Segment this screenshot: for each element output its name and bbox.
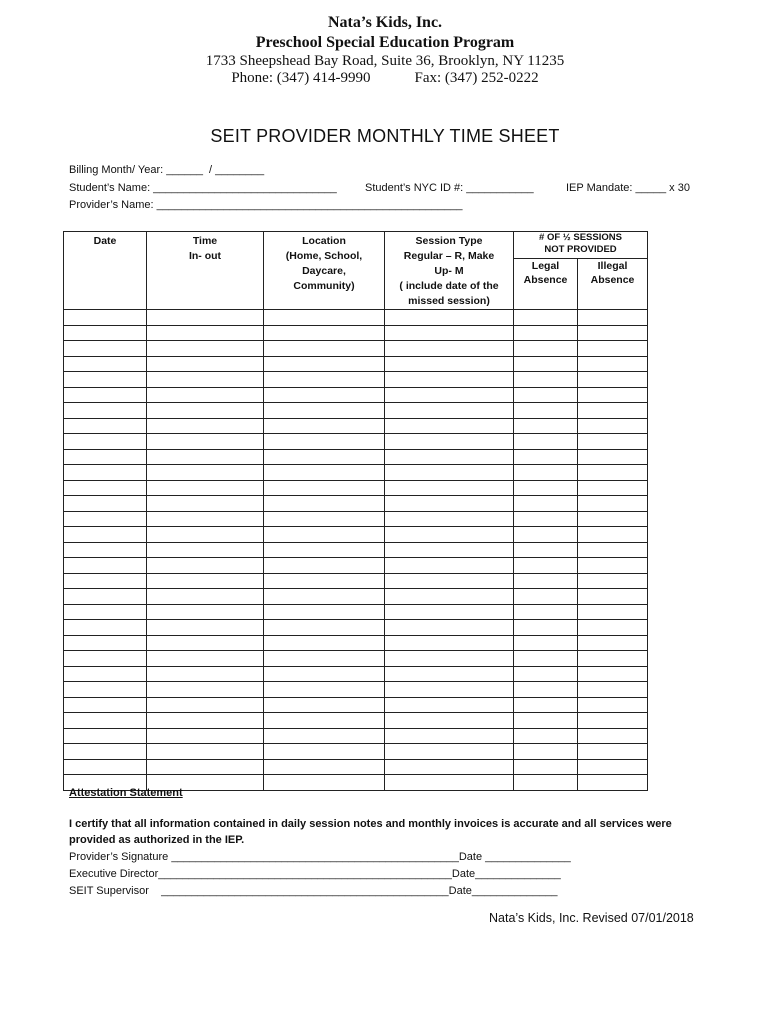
date-cell[interactable]: [64, 387, 147, 403]
illegal-absence-cell[interactable]: [578, 759, 648, 775]
date-cell[interactable]: [64, 418, 147, 434]
org-name: Nata’s Kids, Inc.: [327, 14, 443, 31]
time-cell[interactable]: [147, 604, 264, 620]
time-cell[interactable]: [147, 325, 264, 341]
date-cell[interactable]: [64, 651, 147, 667]
table-row: [64, 480, 648, 496]
table-row: [64, 620, 648, 636]
location-cell[interactable]: [264, 449, 385, 465]
illegal-absence-cell[interactable]: [578, 713, 648, 729]
table-row: [64, 728, 648, 744]
legal-absence-cell[interactable]: [514, 480, 578, 496]
illegal-absence-cell[interactable]: [578, 449, 648, 465]
time-cell[interactable]: [147, 356, 264, 372]
time-cell[interactable]: [147, 744, 264, 760]
time-cell[interactable]: [147, 310, 264, 326]
table-row: [64, 387, 648, 403]
time-cell[interactable]: [147, 558, 264, 574]
location-cell[interactable]: [264, 341, 385, 357]
time-cell[interactable]: [147, 620, 264, 636]
time-cell[interactable]: [147, 511, 264, 527]
legal-absence-cell[interactable]: [514, 713, 578, 729]
table-row: [64, 635, 648, 651]
location-cell[interactable]: [264, 434, 385, 450]
illegal-absence-cell[interactable]: [578, 341, 648, 357]
table-row: [64, 356, 648, 372]
date-cell[interactable]: [64, 341, 147, 357]
illegal-absence-cell[interactable]: [578, 620, 648, 636]
time-cell[interactable]: [147, 651, 264, 667]
location-cell[interactable]: [264, 682, 385, 698]
session-type-cell[interactable]: [385, 325, 514, 341]
illegal-absence-cell[interactable]: [578, 697, 648, 713]
legal-absence-cell[interactable]: [514, 542, 578, 558]
illegal-absence-cell[interactable]: [578, 434, 648, 450]
session-type-cell[interactable]: [385, 418, 514, 434]
session-type-cell[interactable]: [385, 356, 514, 372]
session-type-cell[interactable]: [385, 635, 514, 651]
location-cell[interactable]: [264, 372, 385, 388]
date-cell[interactable]: [64, 666, 147, 682]
session-type-cell[interactable]: [385, 527, 514, 543]
session-type-cell[interactable]: [385, 341, 514, 357]
time-cell[interactable]: [147, 496, 264, 512]
attestation-heading: Attestation Statement: [69, 787, 183, 799]
table-row: [64, 403, 648, 419]
illegal-absence-cell[interactable]: [578, 480, 648, 496]
location-cell[interactable]: [264, 480, 385, 496]
date-cell[interactable]: [64, 589, 147, 605]
location-cell[interactable]: [264, 511, 385, 527]
session-type-cell[interactable]: [385, 496, 514, 512]
session-type-cell[interactable]: [385, 573, 514, 589]
date-cell[interactable]: [64, 728, 147, 744]
date-cell[interactable]: [64, 356, 147, 372]
illegal-absence-cell[interactable]: [578, 635, 648, 651]
table-row: [64, 434, 648, 450]
phone-number: Phone: (347) 414-9990: [231, 70, 371, 86]
legal-absence-cell[interactable]: [514, 387, 578, 403]
illegal-absence-cell[interactable]: [578, 527, 648, 543]
time-sheet-rows: [64, 310, 648, 791]
location-cell[interactable]: [264, 759, 385, 775]
table-row: [64, 372, 648, 388]
session-type-cell[interactable]: [385, 310, 514, 326]
legal-absence-cell[interactable]: [514, 465, 578, 481]
legal-absence-cell[interactable]: [514, 511, 578, 527]
session-type-cell[interactable]: [385, 542, 514, 558]
session-type-cell[interactable]: [385, 697, 514, 713]
date-cell[interactable]: [64, 713, 147, 729]
date-cell[interactable]: [64, 465, 147, 481]
location-cell[interactable]: [264, 589, 385, 605]
legal-absence-cell[interactable]: [514, 356, 578, 372]
time-sheet-table: [63, 231, 648, 791]
date-cell[interactable]: [64, 480, 147, 496]
date-cell[interactable]: [64, 558, 147, 574]
billing-month-year-field[interactable]: Billing Month/ Year: ______ / ________: [69, 164, 265, 176]
legal-absence-cell[interactable]: [514, 620, 578, 636]
legal-absence-cell[interactable]: [514, 651, 578, 667]
legal-absence-cell[interactable]: [514, 449, 578, 465]
legal-absence-cell[interactable]: [514, 403, 578, 419]
date-cell[interactable]: [64, 434, 147, 450]
org-address: 1733 Sheepshead Bay Road, Suite 36, Brooklyn, NY 11235: [205, 53, 565, 69]
location-cell[interactable]: [264, 356, 385, 372]
location-cell[interactable]: [264, 713, 385, 729]
location-cell[interactable]: [264, 465, 385, 481]
illegal-absence-cell[interactable]: [578, 511, 648, 527]
location-cell[interactable]: [264, 620, 385, 636]
col-header-sessions-not-provided: # OF ½ SESSIONS NOT PROVIDED: [514, 232, 648, 259]
illegal-absence-cell[interactable]: [578, 666, 648, 682]
legal-absence-cell[interactable]: [514, 418, 578, 434]
date-cell[interactable]: [64, 310, 147, 326]
executive-director-line[interactable]: Executive Director________________________________________________Date______________: [69, 868, 561, 880]
table-row: [64, 325, 648, 341]
date-cell[interactable]: [64, 573, 147, 589]
session-type-cell[interactable]: [385, 387, 514, 403]
legal-absence-cell[interactable]: [514, 744, 578, 760]
date-cell[interactable]: [64, 744, 147, 760]
table-row: [64, 682, 648, 698]
legal-absence-cell[interactable]: [514, 527, 578, 543]
table-row: [64, 310, 648, 326]
program-name: Preschool Special Education Program: [255, 34, 515, 51]
date-cell[interactable]: [64, 325, 147, 341]
col-header-time: Time In- out: [147, 232, 264, 310]
contact-line: [0, 69, 770, 87]
provider-name-field[interactable]: Provider’s Name: __________________________________________________: [69, 199, 463, 211]
session-type-cell[interactable]: [385, 434, 514, 450]
illegal-absence-cell[interactable]: [578, 744, 648, 760]
date-cell[interactable]: [64, 635, 147, 651]
table-row: [64, 666, 648, 682]
time-cell[interactable]: [147, 418, 264, 434]
legal-absence-cell[interactable]: [514, 759, 578, 775]
location-cell[interactable]: [264, 387, 385, 403]
col-header-location: Location (Home, School, Daycare, Community): [264, 232, 385, 310]
illegal-absence-cell[interactable]: [578, 372, 648, 388]
date-cell[interactable]: [64, 527, 147, 543]
time-cell[interactable]: [147, 387, 264, 403]
table-row: [64, 465, 648, 481]
illegal-absence-cell[interactable]: [578, 558, 648, 574]
time-cell[interactable]: [147, 589, 264, 605]
revision-footer: Nata’s Kids, Inc. Revised 07/01/2018: [489, 911, 694, 925]
session-type-cell[interactable]: [385, 604, 514, 620]
attestation-statement: I certify that all information contained in daily session notes and monthly invoices is accurate and all services were provided as authorized in the IEP.: [69, 818, 672, 846]
location-cell[interactable]: [264, 651, 385, 667]
location-cell[interactable]: [264, 542, 385, 558]
location-cell[interactable]: [264, 775, 385, 791]
time-cell[interactable]: [147, 403, 264, 419]
session-type-cell[interactable]: [385, 651, 514, 667]
table-row: [64, 449, 648, 465]
illegal-absence-cell[interactable]: [578, 682, 648, 698]
illegal-absence-cell[interactable]: [578, 403, 648, 419]
session-type-cell[interactable]: [385, 713, 514, 729]
session-type-cell[interactable]: [385, 744, 514, 760]
table-row: [64, 573, 648, 589]
table-row: [64, 511, 648, 527]
date-cell[interactable]: [64, 496, 147, 512]
time-cell[interactable]: [147, 728, 264, 744]
location-cell[interactable]: [264, 325, 385, 341]
time-cell[interactable]: [147, 713, 264, 729]
time-cell[interactable]: [147, 759, 264, 775]
session-type-cell[interactable]: [385, 403, 514, 419]
location-cell[interactable]: [264, 666, 385, 682]
date-cell[interactable]: [64, 620, 147, 636]
date-cell[interactable]: [64, 511, 147, 527]
table-row: [64, 527, 648, 543]
date-cell[interactable]: [64, 403, 147, 419]
table-row: [64, 589, 648, 605]
session-type-cell[interactable]: [385, 728, 514, 744]
time-cell[interactable]: [147, 449, 264, 465]
time-cell[interactable]: [147, 341, 264, 357]
session-type-cell[interactable]: [385, 759, 514, 775]
location-cell[interactable]: [264, 527, 385, 543]
legal-absence-cell[interactable]: [514, 697, 578, 713]
location-cell[interactable]: [264, 744, 385, 760]
time-cell[interactable]: [147, 527, 264, 543]
table-row: [64, 542, 648, 558]
student-nyc-id-field[interactable]: Student’s NYC ID #: ___________: [365, 182, 534, 194]
illegal-absence-cell[interactable]: [578, 387, 648, 403]
col-header-session-type: Session Type Regular – R, Make Up- M ( include date of the missed session): [385, 232, 514, 310]
illegal-absence-cell[interactable]: [578, 775, 648, 791]
legal-absence-cell[interactable]: [514, 682, 578, 698]
date-cell[interactable]: [64, 697, 147, 713]
location-cell[interactable]: [264, 403, 385, 419]
time-cell[interactable]: [147, 372, 264, 388]
location-cell[interactable]: [264, 496, 385, 512]
illegal-absence-cell[interactable]: [578, 418, 648, 434]
location-cell[interactable]: [264, 418, 385, 434]
legal-absence-cell[interactable]: [514, 589, 578, 605]
table-row: [64, 713, 648, 729]
page-title: SEIT PROVIDER MONTHLY TIME SHEET: [210, 126, 560, 146]
session-type-cell[interactable]: [385, 465, 514, 481]
illegal-absence-cell[interactable]: [578, 589, 648, 605]
time-cell[interactable]: [147, 682, 264, 698]
location-cell[interactable]: [264, 310, 385, 326]
legal-absence-cell[interactable]: [514, 635, 578, 651]
time-cell[interactable]: [147, 573, 264, 589]
provider-signature-line[interactable]: Provider’s Signature _______________________________________________Date ______________: [69, 851, 571, 863]
legal-absence-cell[interactable]: [514, 573, 578, 589]
location-cell[interactable]: [264, 697, 385, 713]
fax-number: Fax: (347) 252-0222: [414, 70, 539, 86]
illegal-absence-cell[interactable]: [578, 465, 648, 481]
session-type-cell[interactable]: [385, 666, 514, 682]
location-cell[interactable]: [264, 635, 385, 651]
col-header-legal-absence: Legal Absence: [514, 258, 578, 309]
col-header-illegal-absence: Illegal Absence: [578, 258, 648, 309]
legal-absence-cell[interactable]: [514, 666, 578, 682]
table-row: [64, 558, 648, 574]
table-row: [64, 651, 648, 667]
time-cell[interactable]: [147, 465, 264, 481]
legal-absence-cell[interactable]: [514, 728, 578, 744]
table-row: [64, 759, 648, 775]
illegal-absence-cell[interactable]: [578, 728, 648, 744]
illegal-absence-cell[interactable]: [578, 542, 648, 558]
session-type-cell[interactable]: [385, 449, 514, 465]
legal-absence-cell[interactable]: [514, 310, 578, 326]
legal-absence-cell[interactable]: [514, 558, 578, 574]
legal-absence-cell[interactable]: [514, 775, 578, 791]
session-type-cell[interactable]: [385, 682, 514, 698]
date-cell[interactable]: [64, 542, 147, 558]
table-row: [64, 496, 648, 512]
illegal-absence-cell[interactable]: [578, 604, 648, 620]
table-row: [64, 341, 648, 357]
time-cell[interactable]: [147, 635, 264, 651]
legal-absence-cell[interactable]: [514, 325, 578, 341]
legal-absence-cell[interactable]: [514, 496, 578, 512]
date-cell[interactable]: [64, 372, 147, 388]
col-header-date: Date: [64, 232, 147, 310]
location-cell[interactable]: [264, 558, 385, 574]
legal-absence-cell[interactable]: [514, 372, 578, 388]
illegal-absence-cell[interactable]: [578, 310, 648, 326]
session-type-cell[interactable]: [385, 511, 514, 527]
illegal-absence-cell[interactable]: [578, 496, 648, 512]
seit-supervisor-line[interactable]: SEIT Supervisor _______________________________________________Date______________: [69, 885, 558, 897]
illegal-absence-cell[interactable]: [578, 356, 648, 372]
legal-absence-cell[interactable]: [514, 434, 578, 450]
illegal-absence-cell[interactable]: [578, 651, 648, 667]
location-cell[interactable]: [264, 573, 385, 589]
table-row: [64, 744, 648, 760]
session-type-cell[interactable]: [385, 589, 514, 605]
legal-absence-cell[interactable]: [514, 604, 578, 620]
date-cell[interactable]: [64, 604, 147, 620]
location-cell[interactable]: [264, 728, 385, 744]
session-type-cell[interactable]: [385, 480, 514, 496]
date-cell[interactable]: [64, 759, 147, 775]
illegal-absence-cell[interactable]: [578, 325, 648, 341]
time-cell[interactable]: [147, 542, 264, 558]
legal-absence-cell[interactable]: [514, 341, 578, 357]
time-cell[interactable]: [147, 697, 264, 713]
table-row: [64, 604, 648, 620]
session-type-cell[interactable]: [385, 558, 514, 574]
time-cell[interactable]: [147, 480, 264, 496]
student-name-field[interactable]: Student’s Name: ______________________________: [69, 182, 337, 194]
time-cell[interactable]: [147, 434, 264, 450]
table-row: [64, 697, 648, 713]
session-type-cell[interactable]: [385, 775, 514, 791]
table-row: [64, 418, 648, 434]
date-cell[interactable]: [64, 449, 147, 465]
illegal-absence-cell[interactable]: [578, 573, 648, 589]
session-type-cell[interactable]: [385, 620, 514, 636]
location-cell[interactable]: [264, 604, 385, 620]
session-type-cell[interactable]: [385, 372, 514, 388]
time-cell[interactable]: [147, 666, 264, 682]
date-cell[interactable]: [64, 682, 147, 698]
iep-mandate-field[interactable]: IEP Mandate: _____ x 30: [566, 182, 690, 194]
